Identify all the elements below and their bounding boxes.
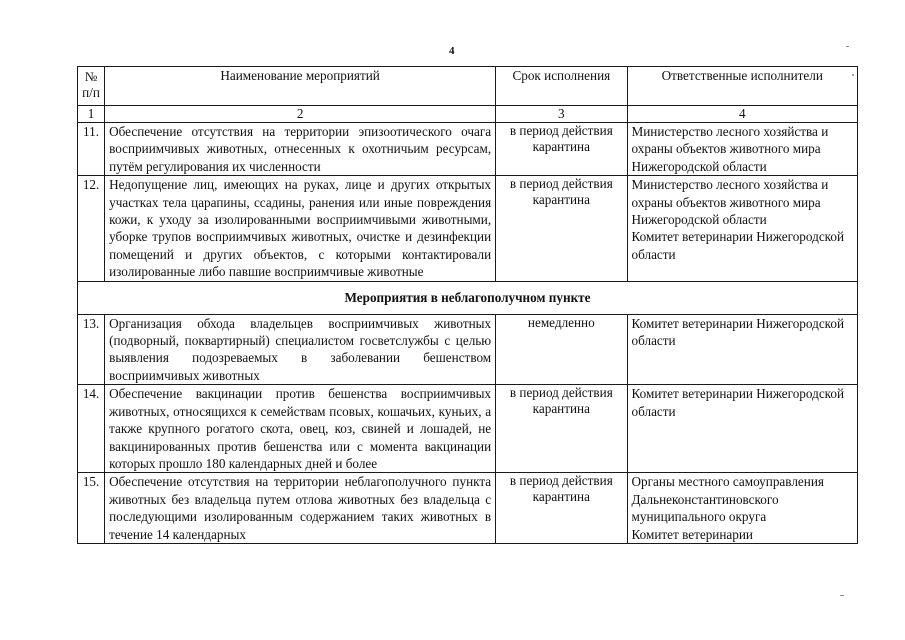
measure-name: Обеспечение вакцинации против бешенства восприимчивых животных, относящихся к семействам псовых, кошачьих, куньих, а также крупного рогатого скота, овец, коз, свиней и лошадей, не вакцинированных против бешенства или с момента вакцинации которых прошло 180 календарных дней и более	[105, 385, 496, 473]
table-row	[78, 314, 858, 385]
measure-responsible	[627, 385, 857, 473]
measure-responsible	[627, 473, 857, 544]
column-index-row	[78, 106, 858, 123]
table-row	[78, 473, 858, 544]
row-number: 14.	[78, 385, 105, 473]
section-row	[78, 281, 858, 314]
table-row	[78, 123, 858, 176]
scan-speck	[840, 595, 844, 596]
section-title: Мероприятия в неблагополучном пункте	[78, 281, 858, 314]
measure-name: Организация обхода владельцев восприимчивых животных (подворный, поквартирный) специалистом госветслужбы с целью выявления подозреваемых в заболевании бешенством восприимчивых животных	[105, 314, 496, 385]
column-index-1: 1	[78, 106, 105, 123]
table-row	[78, 385, 858, 473]
measure-name: Обеспечение отсутствия на территории эпизоотического очага восприимчивых животных, отнесенных к охотничьим ресурсам, путём регулирования их численности	[105, 123, 496, 176]
measure-responsible	[627, 176, 857, 281]
measure-term: в период действия карантина	[496, 176, 627, 281]
header-term: Срок исполнения	[496, 67, 627, 106]
responsible-line: Органы местного самоуправления Дальнеконстантиновского муниципального округа	[631, 474, 824, 525]
responsible-line: Комитет ветеринарии Нижегородской области	[631, 386, 845, 419]
header-name: Наименование мероприятий	[105, 67, 496, 106]
table-row	[78, 176, 858, 281]
measure-term: в период действия карантина	[496, 385, 627, 473]
responsible-line: Комитет ветеринарии Нижегородской области	[631, 315, 845, 349]
scan-speck	[846, 46, 849, 47]
measure-name: Недопущение лиц, имеющих на руках, лице и других открытых участках тела царапины, ссадины, ранения или иные повреждения кожи, к уходу за изолированными восприимчивыми животными, уборке трупов восприимчивых животных, очистке и дезинфекции помещений и других объектов, с которыми контактировали изолированные либо павшие восприимчивые животные	[105, 176, 496, 281]
row-number: 11.	[78, 123, 105, 176]
row-number: 15.	[78, 473, 105, 544]
responsible-line: Комитет ветеринарии	[631, 526, 753, 542]
header-num: № п/п	[78, 67, 105, 106]
measure-term: в период действия карантина	[496, 123, 627, 176]
column-index-4: 4	[627, 106, 857, 123]
responsible-line: Министерство лесного хозяйства и охраны объектов животного мира Нижегородской области	[631, 177, 829, 228]
measure-name: Обеспечение отсутствия на территории неблагополучного пункта животных без владельца путем отлова животных без владельца с последующими изолированным содержанием таких животных в течение 14 календарных	[105, 473, 496, 544]
row-number: 12.	[78, 176, 105, 281]
header-responsible: Ответственные исполнители	[627, 67, 857, 106]
column-index-3: 3	[496, 106, 627, 123]
table-header-row	[78, 67, 858, 106]
responsible-line: Министерство лесного хозяйства и охраны объектов животного мира Нижегородской области	[631, 124, 829, 174]
row-number: 13.	[78, 314, 105, 385]
responsible-line: Комитет ветеринарии Нижегородской области	[631, 229, 845, 262]
measures-table	[77, 66, 858, 544]
measure-responsible	[627, 314, 857, 385]
page-number: 4	[449, 45, 455, 57]
measure-term: немедленно	[496, 314, 627, 385]
measure-responsible	[627, 123, 857, 176]
measure-term: в период действия карантина	[496, 473, 627, 544]
column-index-2: 2	[105, 106, 496, 123]
